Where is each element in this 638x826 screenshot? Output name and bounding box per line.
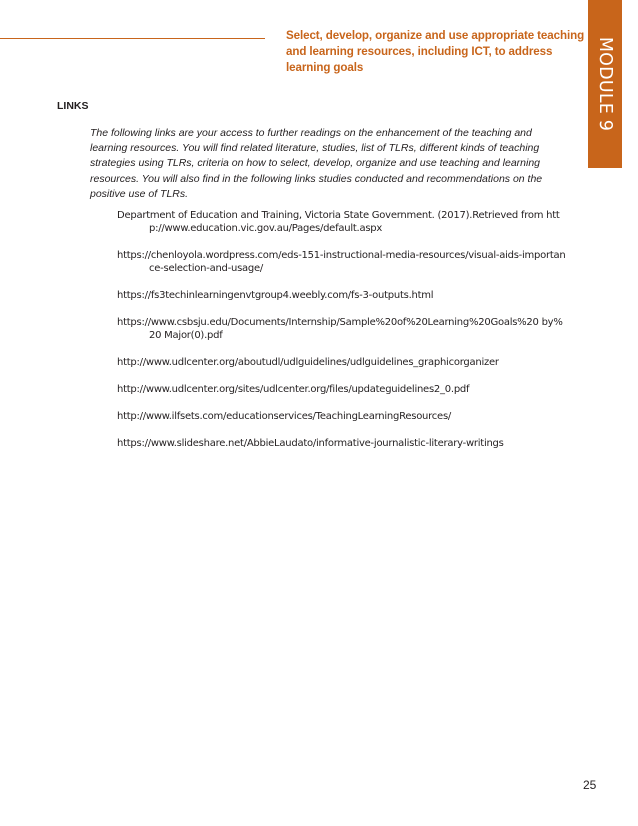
header-rule [0, 38, 265, 39]
page-number: 25 [583, 778, 597, 792]
link-item-slideshare[interactable]: https://www.slideshare.net/AbbieLaudato/informative-journalistic-literary-writings [117, 438, 504, 449]
link-item-department-education[interactable]: Department of Education and Training, Victoria State Government. (2017).Retrieved from http://www.education.vic.gov.au/Pages/default.aspx [117, 210, 560, 234]
link-item-udl-graphic-organizer[interactable]: http://www.udlcenter.org/aboutudl/udlguidelines/udlguidelines_graphicorganizer [117, 357, 499, 368]
link-item-udl-guidelines[interactable]: http://www.udlcenter.org/sites/udlcenter.org/files/updateguidelines2_0.pdf [117, 384, 470, 395]
link-item-fs3techinlearning[interactable]: https://fs3techinlearningenvtgroup4.weebly.com/fs-3-outputs.html [117, 290, 434, 301]
module-tab-label: MODULE 9 [595, 36, 615, 132]
section-heading: LINKS [57, 100, 89, 112]
intro-paragraph: The following links are your access to further readings on the enhancement of the teaching and learning resources. You will find related literature, studies, list of TLRs, different kinds of teaching strategies using TLRs, criteria on how to select, develop, organize and use teaching and learning resources. You will also find in the following links studies conducted and recommendations on the positive use of TLRs. [90, 127, 543, 200]
links-list [117, 209, 567, 464]
link-item-chenloyola[interactable]: https://chenloyola.wordpress.com/eds-151-instructional-media-resources/visual-aids-importance-selection-and-usage/ [117, 250, 566, 274]
link-item-csbsju[interactable]: https://www.csbsju.edu/Documents/Internship/Sample%20of%20Learning%20Goals%20 by%20 Major(0).pdf [117, 317, 563, 341]
header-title: Select, develop, organize and use appropriate teaching and learning resources, including ICT, to address learning goals [286, 29, 585, 74]
link-item-ilfsets[interactable]: http://www.ilfsets.com/educationservices/TeachingLearningResources/ [117, 411, 452, 422]
module-tab [588, 0, 622, 168]
